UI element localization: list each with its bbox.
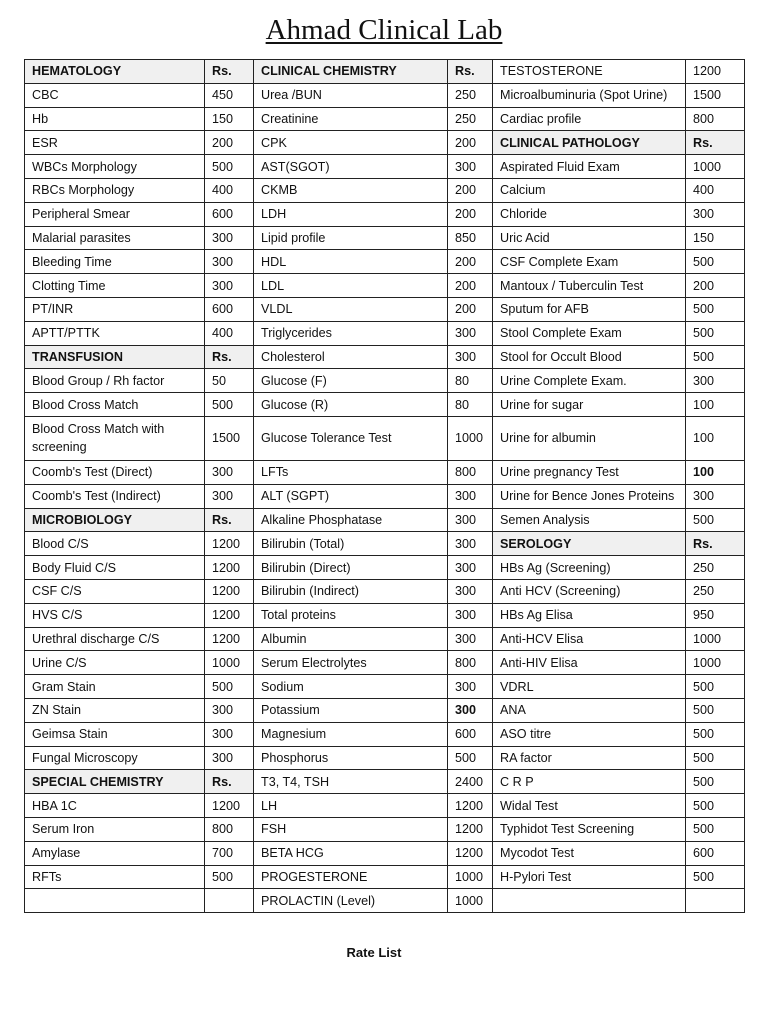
table-row (25, 794, 745, 818)
test-price-cell: 300 (205, 460, 254, 484)
test-price-cell: 600 (205, 202, 254, 226)
test-price-cell: 200 (448, 250, 493, 274)
test-name-cell: BETA HCG (254, 841, 448, 865)
test-price-cell: 1000 (448, 416, 493, 460)
test-price-cell: 500 (686, 865, 745, 889)
section-header: TRANSFUSION (25, 345, 205, 369)
test-price-cell: 300 (686, 369, 745, 393)
table-row (25, 393, 745, 417)
test-name-cell: Urine Complete Exam. (493, 369, 686, 393)
test-name-cell: Total proteins (254, 603, 448, 627)
table-row (25, 345, 745, 369)
test-name-cell: Creatinine (254, 107, 448, 131)
test-price-cell: 800 (205, 817, 254, 841)
test-name-cell: ESR (25, 131, 205, 155)
table-row (25, 627, 745, 651)
test-name-cell: HDL (254, 250, 448, 274)
table-row (25, 297, 745, 321)
test-price-cell: 400 (205, 178, 254, 202)
test-price-cell: 500 (205, 675, 254, 699)
test-price-cell: 500 (205, 865, 254, 889)
test-name-cell: Urine pregnancy Test (493, 460, 686, 484)
test-price-cell: 700 (205, 841, 254, 865)
footer-caption: Rate List (346, 945, 402, 960)
test-price-cell: 300 (686, 484, 745, 508)
test-price-cell: 80 (448, 393, 493, 417)
empty-cell (205, 889, 254, 913)
test-price-cell: 500 (686, 675, 745, 699)
test-price-cell: 500 (448, 746, 493, 770)
test-name-cell: Urethral discharge C/S (25, 627, 205, 651)
test-price-cell: 1000 (448, 889, 493, 913)
rate-table-body (25, 60, 745, 913)
table-row (25, 532, 745, 556)
test-name-cell: Aspirated Fluid Exam (493, 155, 686, 179)
test-name-cell: Anti-HCV Elisa (493, 627, 686, 651)
test-name-cell: Sodium (254, 675, 448, 699)
test-name-cell: Urine for Bence Jones Proteins (493, 484, 686, 508)
test-name-cell: Coomb's Test (Direct) (25, 460, 205, 484)
table-row (25, 274, 745, 298)
table-row (25, 698, 745, 722)
test-name-cell: LDL (254, 274, 448, 298)
test-price-cell: 300 (448, 321, 493, 345)
test-name-cell: Uric Acid (493, 226, 686, 250)
table-row (25, 416, 745, 460)
test-name-cell: C R P (493, 770, 686, 794)
section-header: CLINICAL CHEMISTRY (254, 60, 448, 84)
page-title: Ahmad Clinical Lab (265, 14, 503, 46)
test-name-cell: Geimsa Stain (25, 722, 205, 746)
test-price-cell: 300 (448, 698, 493, 722)
test-price-cell: 100 (686, 416, 745, 460)
test-price-cell: 800 (448, 460, 493, 484)
table-row (25, 226, 745, 250)
test-name-cell: Fungal Microscopy (25, 746, 205, 770)
table-row (25, 841, 745, 865)
test-price-cell: 250 (686, 579, 745, 603)
test-name-cell: Peripheral Smear (25, 202, 205, 226)
table-row (25, 817, 745, 841)
test-name-cell: HVS C/S (25, 603, 205, 627)
test-name-cell: CBC (25, 83, 205, 107)
test-price-cell: 850 (448, 226, 493, 250)
test-name-cell: Glucose (F) (254, 369, 448, 393)
test-price-cell: 300 (686, 202, 745, 226)
test-name-cell: Mantoux / Tuberculin Test (493, 274, 686, 298)
test-name-cell: Potassium (254, 698, 448, 722)
test-price-cell: 1200 (205, 603, 254, 627)
test-name-cell: Malarial parasites (25, 226, 205, 250)
test-name-cell: Cholesterol (254, 345, 448, 369)
test-name-cell: Anti-HIV Elisa (493, 651, 686, 675)
test-name-cell: Blood Group / Rh factor (25, 369, 205, 393)
test-name-cell: FSH (254, 817, 448, 841)
test-name-cell: Calcium (493, 178, 686, 202)
test-price-cell: 300 (448, 484, 493, 508)
test-name-cell: Semen Analysis (493, 508, 686, 532)
test-name-cell: Albumin (254, 627, 448, 651)
test-name-cell: TESTOSTERONE (493, 60, 686, 84)
test-name-cell: Body Fluid C/S (25, 556, 205, 580)
price-header: Rs. (205, 508, 254, 532)
test-price-cell: 300 (448, 556, 493, 580)
test-price-cell: 500 (205, 155, 254, 179)
test-price-cell: 600 (448, 722, 493, 746)
test-name-cell: HBs Ag (Screening) (493, 556, 686, 580)
table-row (25, 508, 745, 532)
table-row (25, 865, 745, 889)
test-price-cell: 300 (448, 508, 493, 532)
test-price-cell: 950 (686, 603, 745, 627)
test-price-cell: 1000 (448, 865, 493, 889)
test-price-cell: 200 (448, 178, 493, 202)
test-name-cell: APTT/PTTK (25, 321, 205, 345)
test-name-cell: Widal Test (493, 794, 686, 818)
test-name-cell: Triglycerides (254, 321, 448, 345)
table-row (25, 746, 745, 770)
test-price-cell: 400 (686, 178, 745, 202)
test-price-cell: 450 (205, 83, 254, 107)
test-name-cell: RBCs Morphology (25, 178, 205, 202)
test-name-cell: Cardiac profile (493, 107, 686, 131)
test-price-cell: 1000 (686, 155, 745, 179)
test-price-cell: 250 (448, 83, 493, 107)
test-price-cell: 500 (686, 746, 745, 770)
test-price-cell: 400 (205, 321, 254, 345)
table-row (25, 651, 745, 675)
table-row (25, 675, 745, 699)
test-name-cell: Anti HCV (Screening) (493, 579, 686, 603)
test-name-cell: PROGESTERONE (254, 865, 448, 889)
test-price-cell: 80 (448, 369, 493, 393)
test-price-cell: 300 (205, 746, 254, 770)
section-header: HEMATOLOGY (25, 60, 205, 84)
test-name-cell: Blood C/S (25, 532, 205, 556)
test-name-cell: ANA (493, 698, 686, 722)
test-name-cell: Stool Complete Exam (493, 321, 686, 345)
test-name-cell: AST(SGOT) (254, 155, 448, 179)
table-row (25, 722, 745, 746)
test-name-cell: WBCs Morphology (25, 155, 205, 179)
test-price-cell: 300 (205, 698, 254, 722)
table-row (25, 579, 745, 603)
test-price-cell: 500 (686, 722, 745, 746)
price-header: Rs. (686, 532, 745, 556)
test-price-cell: 500 (686, 250, 745, 274)
test-name-cell: Stool for Occult Blood (493, 345, 686, 369)
test-name-cell: Alkaline Phosphatase (254, 508, 448, 532)
test-price-cell: 800 (448, 651, 493, 675)
test-name-cell: ZN Stain (25, 698, 205, 722)
section-header: SEROLOGY (493, 532, 686, 556)
table-row (25, 250, 745, 274)
test-name-cell: H-Pylori Test (493, 865, 686, 889)
test-name-cell: HBs Ag Elisa (493, 603, 686, 627)
test-price-cell: 1500 (205, 416, 254, 460)
table-row (25, 369, 745, 393)
test-price-cell: 600 (686, 841, 745, 865)
test-price-cell: 100 (686, 460, 745, 484)
test-price-cell: 1500 (686, 83, 745, 107)
test-name-cell: ALT (SGPT) (254, 484, 448, 508)
test-price-cell: 300 (448, 627, 493, 651)
test-price-cell: 500 (205, 393, 254, 417)
test-name-cell: Blood Cross Match (25, 393, 205, 417)
table-row (25, 202, 745, 226)
test-price-cell: 300 (448, 532, 493, 556)
test-name-cell: CSF Complete Exam (493, 250, 686, 274)
test-price-cell: 500 (686, 345, 745, 369)
test-price-cell: 300 (205, 484, 254, 508)
test-price-cell: 200 (448, 202, 493, 226)
test-name-cell: Typhidot Test Screening (493, 817, 686, 841)
test-price-cell: 1000 (686, 651, 745, 675)
test-price-cell: 1000 (205, 651, 254, 675)
test-name-cell: PROLACTIN (Level) (254, 889, 448, 913)
test-price-cell: 200 (448, 297, 493, 321)
test-price-cell: 250 (686, 556, 745, 580)
price-header: Rs. (205, 345, 254, 369)
test-price-cell: 100 (686, 393, 745, 417)
test-name-cell: Chloride (493, 202, 686, 226)
empty-cell (686, 889, 745, 913)
test-price-cell: 50 (205, 369, 254, 393)
test-name-cell: Phosphorus (254, 746, 448, 770)
table-row (25, 131, 745, 155)
test-name-cell: Urine for albumin (493, 416, 686, 460)
table-row (25, 155, 745, 179)
test-name-cell: Coomb's Test (Indirect) (25, 484, 205, 508)
test-price-cell: 1200 (205, 532, 254, 556)
empty-cell (493, 889, 686, 913)
test-name-cell: Bilirubin (Direct) (254, 556, 448, 580)
test-price-cell: 500 (686, 321, 745, 345)
table-row (25, 60, 745, 84)
test-name-cell: VLDL (254, 297, 448, 321)
table-row (25, 321, 745, 345)
test-name-cell: CKMB (254, 178, 448, 202)
test-price-cell: 1200 (205, 579, 254, 603)
test-price-cell: 1200 (448, 841, 493, 865)
test-price-cell: 200 (448, 274, 493, 298)
test-name-cell: LH (254, 794, 448, 818)
test-name-cell: Sputum for AFB (493, 297, 686, 321)
test-name-cell: Bilirubin (Total) (254, 532, 448, 556)
table-row (25, 107, 745, 131)
test-price-cell: 150 (686, 226, 745, 250)
test-price-cell: 800 (686, 107, 745, 131)
table-row (25, 889, 745, 913)
test-name-cell: Microalbuminuria (Spot Urine) (493, 83, 686, 107)
table-row (25, 484, 745, 508)
test-name-cell: Magnesium (254, 722, 448, 746)
table-row (25, 460, 745, 484)
test-name-cell: Bilirubin (Indirect) (254, 579, 448, 603)
test-name-cell: Urea /BUN (254, 83, 448, 107)
price-header: Rs. (205, 60, 254, 84)
test-price-cell: 1200 (205, 794, 254, 818)
test-name-cell: VDRL (493, 675, 686, 699)
test-name-cell: Blood Cross Match with screening (25, 416, 205, 460)
test-name-cell: RA factor (493, 746, 686, 770)
test-price-cell: 1200 (448, 817, 493, 841)
test-name-cell: Urine C/S (25, 651, 205, 675)
price-header: Rs. (686, 131, 745, 155)
test-price-cell: 500 (686, 770, 745, 794)
test-price-cell: 250 (448, 107, 493, 131)
test-price-cell: 500 (686, 297, 745, 321)
table-row (25, 178, 745, 202)
test-name-cell: Amylase (25, 841, 205, 865)
section-header: SPECIAL CHEMISTRY (25, 770, 205, 794)
test-price-cell: 300 (448, 675, 493, 699)
test-name-cell: Glucose (R) (254, 393, 448, 417)
test-name-cell: T3, T4, TSH (254, 770, 448, 794)
test-price-cell: 300 (448, 345, 493, 369)
rate-table (24, 59, 745, 913)
test-name-cell: Mycodot Test (493, 841, 686, 865)
test-name-cell: LFTs (254, 460, 448, 484)
test-price-cell: 1000 (686, 627, 745, 651)
test-price-cell: 300 (205, 250, 254, 274)
test-price-cell: 2400 (448, 770, 493, 794)
table-row (25, 83, 745, 107)
test-name-cell: RFTs (25, 865, 205, 889)
test-price-cell: 150 (205, 107, 254, 131)
test-price-cell: 1200 (205, 556, 254, 580)
price-header: Rs. (448, 60, 493, 84)
test-price-cell: 300 (448, 579, 493, 603)
test-price-cell: 500 (686, 817, 745, 841)
price-header: Rs. (205, 770, 254, 794)
test-price-cell: 1200 (686, 60, 745, 84)
test-price-cell: 1200 (448, 794, 493, 818)
test-price-cell: 200 (205, 131, 254, 155)
test-price-cell: 300 (205, 274, 254, 298)
table-row (25, 556, 745, 580)
test-name-cell: Glucose Tolerance Test (254, 416, 448, 460)
test-price-cell: 500 (686, 794, 745, 818)
test-name-cell: LDH (254, 202, 448, 226)
table-row (25, 603, 745, 627)
table-row (25, 770, 745, 794)
test-price-cell: 1200 (205, 627, 254, 651)
test-name-cell: Lipid profile (254, 226, 448, 250)
test-name-cell: HBA 1C (25, 794, 205, 818)
test-name-cell: Serum Electrolytes (254, 651, 448, 675)
test-price-cell: 200 (448, 131, 493, 155)
test-price-cell: 300 (205, 226, 254, 250)
test-price-cell: 500 (686, 508, 745, 532)
test-price-cell: 200 (686, 274, 745, 298)
test-name-cell: Hb (25, 107, 205, 131)
test-name-cell: PT/INR (25, 297, 205, 321)
test-name-cell: CPK (254, 131, 448, 155)
test-name-cell: ASO titre (493, 722, 686, 746)
test-price-cell: 600 (205, 297, 254, 321)
test-price-cell: 300 (448, 155, 493, 179)
section-header: MICROBIOLOGY (25, 508, 205, 532)
test-price-cell: 300 (205, 722, 254, 746)
test-name-cell: Gram Stain (25, 675, 205, 699)
test-name-cell: Bleeding Time (25, 250, 205, 274)
test-name-cell: CSF C/S (25, 579, 205, 603)
empty-cell (25, 889, 205, 913)
test-price-cell: 300 (448, 603, 493, 627)
section-header: CLINICAL PATHOLOGY (493, 131, 686, 155)
test-name-cell: Urine for sugar (493, 393, 686, 417)
test-name-cell: Clotting Time (25, 274, 205, 298)
test-price-cell: 500 (686, 698, 745, 722)
test-name-cell: Serum Iron (25, 817, 205, 841)
